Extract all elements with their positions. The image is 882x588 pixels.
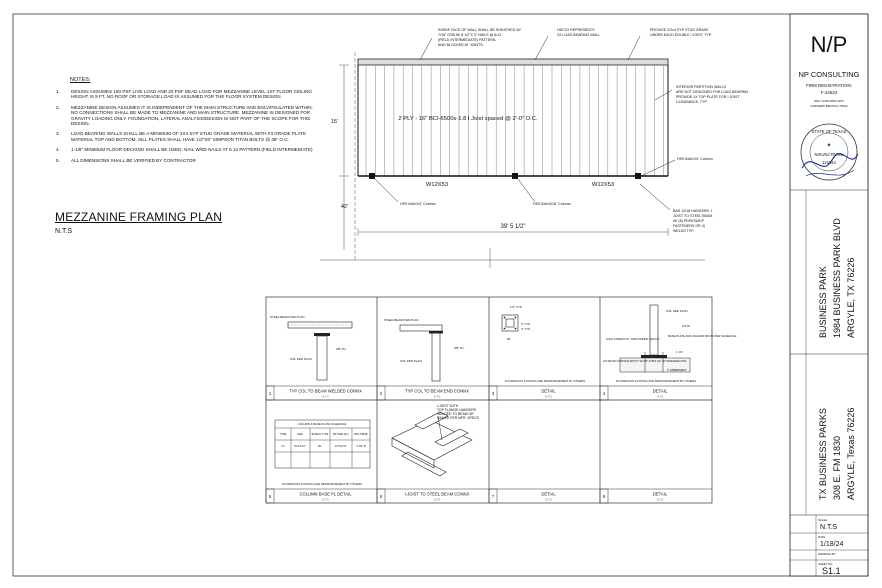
detail-3-label-a: 1.5" TYP	[510, 305, 522, 309]
detail-scale: N.T.S	[656, 395, 664, 399]
project-address: 1984 BUSINESS PARK BLVD	[832, 218, 842, 338]
callout-sheathing: INSIDE FACE OF WALL SHALL BE SHEATHED W/ 7/16" OSB W/ 8 1/2"X 3" NAILS @ 6/12 (FIELD INTERMEDIATE) PATTERN, AND BLOCKED AT JOINTS.	[438, 28, 521, 47]
schedule-cell: 4- 5/8" Ø	[356, 445, 366, 448]
anchor-bolt	[504, 317, 506, 319]
note-text: DESIGN ASSUMES 150 PSF LIVE LOAD AND 20 PSF DEAD LOAD FOR MEZZANINE LEVEL 1ST FLOOR CEILING HEIGHT IS 9 FT. NO ROOF OR STORAGE LOAD IS ASSUMED FOR THE FLOOR SYSTEM DESIGN.	[71, 89, 312, 100]
date-value: 1/18/24	[820, 541, 844, 548]
detail-1-label-col: COL PER PLAN	[290, 357, 312, 361]
schedule-header: BP SIZE (IN.)	[333, 433, 349, 436]
note-number: 1.	[56, 89, 60, 94]
detail-3-label-b: 3" TYP	[521, 322, 531, 326]
callout-partition: INTERIOR PARTITION WALLS ARE NOT DESIGNED FOR LOAD BEARING. PROVIDE 1X TOP PLATE FOR I JOIST CLEARANCE, TYP	[676, 85, 750, 104]
client-name: TX BUSINESS PARKS	[818, 408, 828, 500]
schedule-cell: B1	[318, 445, 322, 448]
dim-42-label: 42'	[340, 204, 348, 210]
detail-4-label-grout: HIGH STRENGTH, NON-SHRINK GROUT	[606, 337, 660, 341]
callout-hss-mid: HSS 6x6x5/16" Column	[533, 202, 571, 206]
beam-label-right: W12X53	[591, 182, 615, 188]
detail-title: TYP COL TO BEAM WELDED CONNX	[289, 388, 362, 394]
schedule-title: COLUMN & BASE PLATE SCHEDULE	[297, 422, 347, 426]
client-city: ARGYLE, Texas 76226	[846, 407, 856, 500]
note-item	[56, 158, 316, 163]
client-address: 308 E. FM 1830	[832, 435, 842, 500]
note-text: MEZZANINE DESIGN ASSUMES IT IS INDEPENDENT OF THE MAIN STRUCTURE AND ENCAPSULATED WITHIN. NO CONNECTIONS SHALL BE MADE TO MEZZANINE AND MAIN STRUCTURE. MEZZANINE IS DESIGNED FOR GRAVITY LOADING ONLY. FOUNDATION, LATERAL ANALYSIS/DESIGN IS NOT PART OF THE SCOPE FOR THIS DESIGN.	[71, 104, 313, 127]
detail-2-drawing	[384, 318, 465, 381]
schedule-box	[275, 420, 370, 468]
anchor-bolt	[504, 328, 506, 330]
scale-value: N.T.S	[820, 524, 838, 531]
registration-label: FIRM REGISTRATION:	[806, 83, 852, 88]
firm-logo: N/P	[810, 32, 848, 57]
detail-title: DETAIL	[652, 388, 668, 394]
note-text: 1-1/8" MINIMUM FLOOR DECKING SHALL BE USED, NAIL W/8D NAILS AT 6 12 PATTERN (FIELD INTERMEDIATE)	[71, 147, 313, 153]
leader-hss-mid	[518, 179, 535, 202]
leader-sheathing	[420, 38, 432, 60]
detail-title: DETAIL	[541, 491, 556, 497]
note-number: 4.	[56, 147, 60, 153]
detail-number: 3	[491, 391, 495, 396]
sheet-number: S1.1	[822, 566, 841, 576]
dim-15-label: 15'	[330, 119, 338, 125]
hss-column-left	[369, 173, 375, 179]
note-number: 5.	[56, 157, 60, 163]
callout-studs: PROVIDE 2/2x4 SYP STUD GRADE UNDER EACH DOUBLE I JOIST, TYP.	[650, 28, 712, 37]
detail-2-label-beam: STEEL BEAM PER PLAN	[384, 318, 419, 322]
schedule-cell: C1	[281, 445, 285, 448]
detail-4-label-embed: 5" EMBEDMENT	[667, 369, 687, 372]
detail-3-drawing	[502, 305, 585, 383]
seal-state: STATE OF TEXAS	[811, 129, 847, 134]
detail-scale: N.T.S	[545, 395, 552, 399]
detail-scale: N.T.S	[322, 498, 329, 502]
firm-address-2: FARMERS BRANCH 75234	[810, 104, 848, 108]
bottom-flange	[402, 452, 446, 476]
anchor-bolt	[515, 317, 517, 319]
detail-5-schedule	[275, 420, 370, 486]
detail-scale: N.T.S	[545, 498, 552, 502]
schedule-cell: 12"X12"X1"	[334, 445, 348, 448]
sheet-label: SHEET NO.	[818, 562, 834, 566]
leader-hatch	[535, 36, 548, 60]
column-shape	[650, 305, 658, 355]
detail-title: I-JOIST TO STEEL BEAM CONNX	[404, 491, 470, 497]
joist-label: 2 PLY - 16" BCI-6500s-1.8 I Joist spaced @ 2'-0" O.C.	[398, 116, 538, 122]
beam-flange	[392, 420, 472, 460]
detail-scale: N.T.S	[656, 498, 664, 502]
drawn-label: DRAWING BY	[818, 552, 836, 556]
note-number: 2.	[56, 104, 60, 110]
firm-name: NP CONSULTING	[798, 70, 860, 79]
detail-4-drawing	[603, 305, 737, 383]
detail-4-label-baseplate: BASE PLATE AND ANCHOR BOLTS PER SCHEDULE	[668, 334, 737, 338]
detail-number: 6	[379, 494, 383, 499]
detail-number: 8	[602, 494, 606, 499]
notes-list	[56, 89, 316, 168]
plan-title: MEZZANINE FRAMING PLAN	[55, 210, 223, 224]
detail-3-label-c: 3" TYP	[521, 327, 531, 331]
callout-hatch: HATCH REPRESENTS 2X LOAD BEARING WALL	[557, 28, 601, 37]
detail-title: COLUMN BASE PL DETAIL	[299, 491, 352, 497]
seal-number: 115944	[822, 160, 836, 165]
detail-3-label-d: B1	[507, 337, 511, 341]
detail-1-label-plate: 3/8" P.L.	[336, 347, 348, 351]
beam-label-left: W12X53	[425, 182, 449, 188]
detail-4-label-dia: 1/2"Ø	[682, 324, 690, 328]
details-grid	[266, 297, 737, 503]
load-bearing-wall-hatch	[358, 59, 668, 65]
note-text: ALL DIMENSIONS SHALL BE VERIFIED BY CONTRACTOR	[71, 157, 196, 163]
anchor-bolt	[515, 328, 517, 330]
scale-label: SCALE	[818, 518, 828, 522]
detail-5-note: FOUNDATION FOOTING AND REINFORCEMENT BY OTHERS	[281, 482, 363, 486]
detail-6-callout: I-JOIST WITH TOP FLANGE HANGERS WELDED TO BEAM OR NAILED PER MFR. SPECS	[437, 404, 479, 420]
detail-1-label-beam: STEEL BEAM PER PLAN	[270, 315, 305, 319]
beam-shape	[400, 325, 442, 331]
project-city: ARGYLE, TX 76226	[846, 257, 856, 338]
detail-scale: N.T.S	[433, 395, 441, 399]
detail-1-drawing	[270, 315, 352, 380]
seal-name: NIKUNJ PATEL	[814, 152, 844, 157]
note-item	[56, 131, 316, 142]
detail-number: 5	[268, 494, 272, 499]
leader-hangers	[640, 184, 670, 210]
registration-number: F-24534	[820, 90, 838, 95]
column-shape	[432, 333, 440, 381]
detail-scale: N.T.S	[433, 498, 441, 502]
callout-hangers: BAS 12/18 HANGERS. I JOIST TO STEEL BEAM W/ (8) PDPAT62KP FASTENERS OR 4) WELDS TYP.	[673, 209, 713, 233]
detail-number: 7	[491, 494, 495, 499]
detail-3-note: FOUNDATION FOOTING AND REINFORCEMENT BY OTHERS	[504, 379, 586, 383]
dim-width-label: 39' 5 1/2"	[500, 224, 526, 230]
notes-title: NOTES:	[70, 77, 91, 83]
note-item	[56, 147, 316, 152]
callout-hss-left: HSS 6x6x1/4" Column	[400, 202, 436, 206]
note-item	[56, 89, 316, 100]
cap-plate	[429, 331, 443, 334]
detail-6-drawing	[392, 404, 480, 476]
detail-2-label-plate: 3/8" P.L.	[454, 346, 466, 350]
note-text: LOAD BEARING WALLS SHALL BE A MINIMUM OF 2X4 SYP STUD GRADE MATERIAL WITH #3 GRADE PLATE MATERIAL TOP AND BOTTOM. SILL PLATES SHALL HAVE 1/2"X6" SIMPSON TITAN BOLTS @ 36" O.C.	[71, 131, 307, 142]
column-outline	[506, 319, 514, 327]
hss-column-mid	[512, 173, 518, 179]
project-name: BUSINESS PARK	[818, 266, 828, 338]
callout-hss-right: HSS 6x6x1/4" Column	[677, 157, 713, 161]
detail-4-label-epoxy: HIT-RE 500 SIMPSON EPOXY W/ 5/8" F1554 GR. 36 THREADED ROD	[603, 360, 687, 363]
detail-4-label-col: COL SEE PLAN	[666, 309, 688, 313]
detail-4-label-dim: 1 1/2"	[676, 350, 684, 354]
schedule-header: TYPE	[279, 433, 287, 436]
detail-number: 4	[602, 391, 606, 396]
title-block	[790, 14, 868, 576]
i-joist	[435, 429, 468, 446]
schedule-header: SIZE	[297, 433, 303, 436]
cap-plate	[314, 333, 330, 336]
column-shape	[317, 336, 327, 380]
leader-hss-right	[641, 160, 675, 176]
hss-column-right	[635, 173, 641, 179]
detail-4-note: FOUNDATION FOOTING AND REINFORCEMENT BY OTHERS	[615, 379, 697, 383]
detail-number: 2	[379, 391, 383, 396]
detail-title: TYP COL TO BEAM END CONNX	[405, 388, 469, 394]
note-number: 3.	[56, 131, 60, 137]
leader-hss-left	[375, 179, 398, 202]
schedule-header: BASE PL TYPE	[311, 433, 329, 436]
schedule-header: BOLT/SIZE	[354, 433, 368, 436]
note-item	[56, 105, 316, 127]
leader-studs	[628, 36, 640, 60]
detail-2-label-col: COL PER PLAN	[400, 359, 422, 363]
schedule-cell: HSS 6"x6"	[294, 445, 306, 448]
firm-address-1: 3607 VINEYARD WAY	[814, 99, 844, 103]
detail-scale: N.T.S	[322, 395, 329, 399]
date-label: DATE	[818, 535, 826, 539]
detail-title: DETAIL	[541, 388, 556, 394]
framing-plan	[320, 28, 750, 268]
plan-scale: N.T.S	[55, 228, 73, 235]
detail-title: DETAIL	[652, 491, 668, 497]
seal-star-icon: ✶	[826, 143, 832, 149]
detail-number: 1	[268, 391, 272, 396]
beam-web	[392, 438, 434, 468]
